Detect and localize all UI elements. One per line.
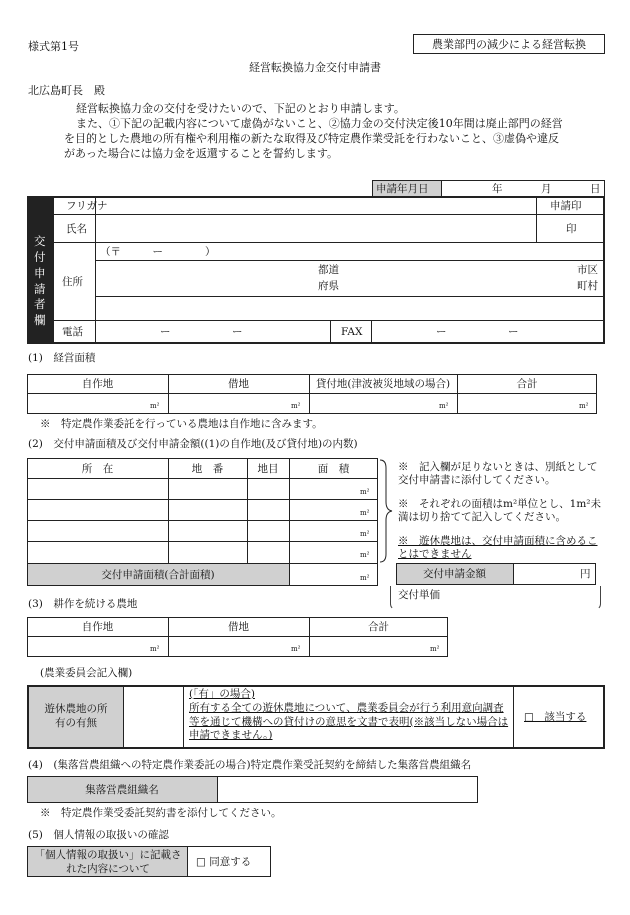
intro-line-3: を目的とした農地の所有権や利用権の新たな取得及び特定農作業受託を行わないこと、③虚偽や違反 [64, 132, 559, 145]
group-name-label: 集落営農組織名 [85, 784, 159, 796]
sec2-note-1: ※ 記入欄が足りないときは、別紙として交付申請書に添付してください。 [398, 461, 598, 486]
idle-farmland-label: 遊休農地の所有の有無 [44, 703, 108, 730]
sec2-col-area: 面 積 [317, 463, 350, 475]
sec1-unit-4: m² [579, 402, 589, 410]
sec1-note: ※ 特定農作業委託を行っている農地は自作地に含みます。 [40, 418, 323, 430]
fax-dash-2: ー [508, 326, 519, 338]
address-label: 住所 [62, 276, 83, 288]
committee-text: 所有する全ての遊休農地について、農業委員会が行う利用意向調査等を通じて機構への貸付けの意思を文書で表明(※該当しない場合は申請できません。) [189, 702, 509, 742]
sec1-unit-2: m² [291, 402, 301, 410]
agree-checkbox[interactable]: □ 同意する [196, 856, 252, 868]
furigana-label: フリガナ [66, 200, 108, 212]
postal-code[interactable]: （〒 ー ） [100, 246, 216, 258]
committee-label-cell [29, 687, 123, 747]
sec2-note-2: ※ それぞれの面積はm²単位とし、1m²未満は切り捨てて記入してください。 [398, 498, 602, 523]
sec2-col-location: 所 在 [81, 463, 114, 475]
sec1-col-leased: 借地 [228, 378, 249, 390]
date-month: 月 [541, 183, 552, 195]
sec1-col-owned: 自作地 [81, 378, 114, 390]
section-4-title: (4) (集落営農組織への特定農作業委託の場合)特定農作業受託契約を締結した集落営農組織名 [28, 759, 472, 771]
fax-label: FAX [341, 326, 363, 338]
committee-title: (農業委員会記入欄) [40, 667, 133, 679]
seal-mark: 印 [566, 223, 577, 235]
date-day: 日 [590, 183, 601, 195]
unit-price-label: 交付単価 [398, 589, 440, 601]
phone-dash-1: ー [160, 326, 171, 338]
form-number: 様式第1号 [28, 40, 79, 53]
section-2-title: (2) 交付申請面積及び交付申請金額((1)の自作地(及び貸付地)の内数) [28, 438, 358, 450]
sec3-col-leased: 借地 [228, 621, 249, 633]
yen-unit: 円 [580, 568, 591, 580]
committee-condition: (「有」の場合) [189, 688, 255, 700]
sec1-col-lent: 貸付地(津波被災地域の場合) [315, 378, 451, 390]
phone-label: 電話 [62, 326, 83, 338]
applicable-checkbox[interactable]: □ 該当する [524, 711, 587, 723]
prefecture-to-do: 都道 [318, 264, 339, 276]
applicant-side-label: 交付申請者欄 [34, 234, 46, 328]
sec4-note: ※ 特定農作業受委託契約書を添付してください。 [40, 807, 282, 819]
sec3-unit-3: m² [430, 645, 440, 653]
page-title: 経営転換協力金交付申請書 [249, 61, 381, 74]
addressee: 北広島町長 殿 [28, 84, 105, 97]
section-5-title: (5) 個人情報の取扱いの確認 [28, 829, 169, 841]
sec3-unit-1: m² [150, 645, 160, 653]
name-label: 氏名 [66, 223, 87, 235]
section-1-title: (1) 経営面積 [28, 352, 96, 364]
applicant-side-label-cell [29, 198, 53, 342]
sec2-col-lot: 地 番 [191, 463, 224, 475]
phone-dash-2: ー [232, 326, 243, 338]
date-year: 年 [492, 183, 503, 195]
fax-dash-1: ー [436, 326, 447, 338]
sec3-col-total: 合計 [368, 621, 389, 633]
sec3-col-owned: 自作地 [81, 621, 114, 633]
category-box [413, 34, 605, 54]
intro-line-1: 経営転換協力金の交付を受けたいので、下記のとおり申請します。 [76, 102, 405, 115]
sec2-unit-4: m² [360, 551, 370, 559]
curly-brace-icon [378, 458, 394, 564]
name-input[interactable] [96, 215, 535, 242]
application-amount-label: 交付申請金額 [423, 568, 486, 580]
sec2-unit-2: m² [360, 509, 370, 517]
group-name-input[interactable] [218, 777, 477, 802]
sec1-col-total: 合計 [516, 378, 538, 390]
sec2-unit-total: m² [360, 574, 370, 582]
intro-line-2: また、①下記の記載内容について虚偽がないこと、②協力金の交付決定後10年間は廃止部門の経営 [76, 117, 563, 130]
category-label: 農業部門の減少による経営転換 [432, 38, 586, 51]
city-shi-ku: 市区 [577, 264, 598, 276]
privacy-label-cell [28, 847, 187, 876]
seal-label: 申請印 [550, 200, 582, 212]
section-3-title: (3) 耕作を続ける農地 [28, 598, 138, 610]
sec2-unit-3: m² [360, 530, 370, 538]
sec2-note-3: ※ 遊休農地は、交付申請面積に含めることはできません [398, 535, 598, 560]
date-label: 申請年月日 [376, 183, 429, 195]
sec1-unit-1: m² [150, 402, 160, 410]
privacy-label: 「個人情報の取扱い」に記載された内容について [34, 849, 182, 875]
sec2-unit-1: m² [360, 488, 370, 496]
sec3-unit-2: m² [291, 645, 301, 653]
city-cho-son: 町村 [577, 280, 598, 292]
prefecture-fu-ken: 府県 [318, 280, 339, 292]
furigana-input[interactable] [96, 197, 535, 214]
total-area-label: 交付申請面積(合計面積) [101, 569, 215, 581]
intro-line-4: があった場合には協力金を返還することを誓約します。 [64, 147, 339, 160]
sec2-col-category: 地目 [257, 463, 279, 475]
sec1-unit-3: m² [439, 402, 449, 410]
